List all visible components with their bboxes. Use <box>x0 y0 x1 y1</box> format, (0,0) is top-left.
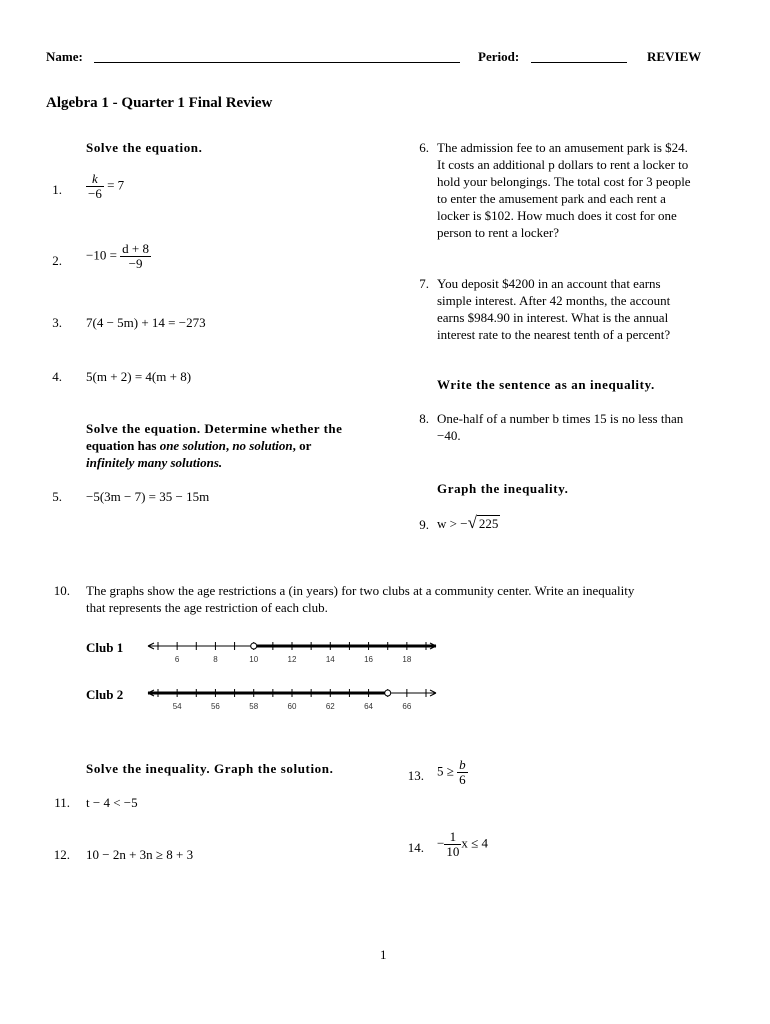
question-number: 13. <box>407 768 424 783</box>
question-number: 7. <box>419 276 429 291</box>
boundary-point <box>385 690 391 696</box>
question-4: 5(m + 2) = 4(m + 8) <box>86 369 192 384</box>
page-number: 1 <box>380 947 387 962</box>
fraction: $\frac{1}{10}$ <box>446 829 460 859</box>
name-field[interactable] <box>94 50 460 68</box>
fraction: $\frac{d + 8}{-9}$ <box>122 241 150 271</box>
question-9: w > −√ 225 <box>437 513 499 532</box>
section-heading-solve: Solve the equation. <box>86 140 203 155</box>
tick-label: 16 <box>364 655 374 664</box>
section-heading-inequality: Write the sentence as an inequality. <box>437 377 655 392</box>
question-number: 2. <box>52 253 62 268</box>
question-2: −10 = $\frac{d + 8}{-9}$ <box>86 241 150 271</box>
period-field[interactable] <box>531 50 627 68</box>
tick-label: 14 <box>325 655 335 664</box>
tick-label: 58 <box>249 702 259 711</box>
radical-icon: √ <box>467 513 477 532</box>
boundary-point <box>251 643 257 649</box>
club-2-label: Club 2 <box>86 687 124 702</box>
name-label: Name: <box>46 49 83 64</box>
tick-label: 60 <box>287 702 297 711</box>
tick-label: 12 <box>287 655 297 664</box>
question-number: 8. <box>419 411 429 426</box>
tick-label: 66 <box>402 702 412 711</box>
question-number: 10. <box>53 583 70 598</box>
question-1: $\frac{k}{-6}$ = 7 <box>88 171 125 201</box>
question-5: −5(3m − 7) = 35 − 15m <box>86 489 210 504</box>
tick-label: 54 <box>172 702 182 711</box>
question-number: 12. <box>53 847 70 862</box>
page-title: Algebra 1 - Quarter 1 Final Review <box>46 95 273 111</box>
tick-label: 64 <box>364 702 374 711</box>
review-tag: REVIEW <box>647 49 702 64</box>
question-number: 5. <box>52 489 62 504</box>
tick-label: 62 <box>325 702 335 711</box>
question-11: t − 4 < −5 <box>86 795 138 810</box>
question-13: 5 ≥ $\frac{b}{6}$ <box>437 757 466 787</box>
question-6: The admission fee to an amusement park is $24. It costs an additional p dollars to rent a locker to hold your belongings. The total cost for 3 people to enter the amusement park and each rent a locker is $102. How much does it cost for one person to rent a locker? <box>437 140 691 240</box>
fraction: $\frac{k}{-6}$ <box>88 171 102 201</box>
fraction: $\frac{b}{6}$ <box>459 757 466 787</box>
question-3: 7(4 − 5m) + 14 = −273 <box>86 315 206 330</box>
tick-label: 8 <box>213 655 218 664</box>
question-number: 6. <box>419 140 429 155</box>
section-heading-inequality-graph: Solve the inequality. Graph the solution. <box>86 761 334 776</box>
tick-label: 56 <box>210 702 220 711</box>
radicand: 225 <box>478 516 499 531</box>
question-8: One-half of a number b times 15 is no less than −40. <box>437 411 684 443</box>
club-1-number-line <box>144 637 444 667</box>
period-label: Period: <box>478 49 520 64</box>
tick-label: 10 <box>249 655 259 664</box>
question-12: 10 − 2n + 3n ≥ 8 + 3 <box>86 847 194 862</box>
question-7: You deposit $4200 in an account that earns simple interest. After 42 months, the account earns $984.90 in interest. What is the annual interest rate to the nearest tenth of a percent? <box>437 276 671 342</box>
question-number: 14. <box>407 840 424 855</box>
question-number: 9. <box>419 517 429 532</box>
question-10: The graphs show the age restrictions a (in years) for two clubs at a community center. Write an inequality that represents the age restriction of each club. <box>86 583 635 615</box>
club-1-label: Club 1 <box>86 640 124 655</box>
question-number: 4. <box>52 369 62 384</box>
club-2-number-line <box>144 684 444 714</box>
question-number: 11. <box>54 795 70 810</box>
question-number: 1. <box>52 182 62 197</box>
tick-label: 18 <box>402 655 412 664</box>
question-number: 3. <box>52 315 62 330</box>
section-heading-graph: Graph the inequality. <box>437 481 569 496</box>
question-14: − $\frac{1}{10}$ x ≤ 4 <box>437 829 488 859</box>
tick-label: 6 <box>174 655 180 664</box>
section-heading-solutions: Solve the equation. Determine whether the equation has one solution, no solution, or infinitely many solutions. <box>86 421 343 470</box>
